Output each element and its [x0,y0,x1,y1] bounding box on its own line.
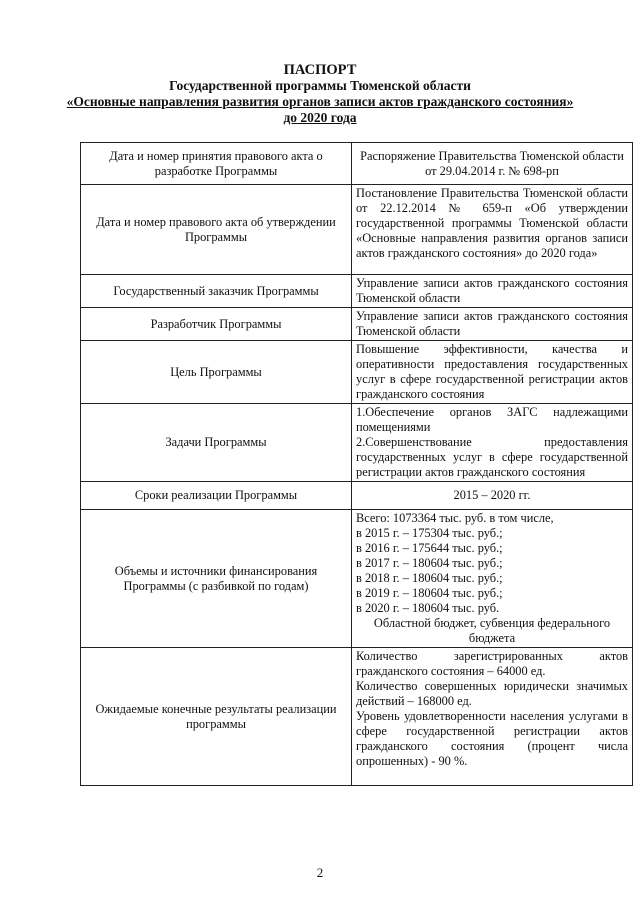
financing-total: Всего: 1073364 тыс. руб. в том числе, [356,511,554,525]
row-label: Сроки реализации Программы [81,482,352,510]
table-row [81,404,633,482]
page-number: 2 [316,865,324,880]
table-row [81,143,633,185]
table-row [81,648,633,786]
table-row [81,510,633,648]
row-label: Дата и номер принятия правового акта о разработке Программы [81,143,352,185]
financing-year: в 2015 г. – 175304 тыс. руб.; [356,526,503,540]
row-value-results [352,648,633,786]
row-label: Государственный заказчик Программы [81,275,352,308]
financing-year: в 2017 г. – 180604 тыс. руб.; [356,556,503,570]
table-row [81,482,633,510]
document-title-block [0,62,640,126]
financing-source: Областной бюджет, субвенция федерального бюджета [373,616,611,645]
row-value-financing [352,510,633,648]
task-item: 1.Обеспечение органов ЗАГС надлежащими помещениями [356,405,628,434]
document-title: ПАСПОРТ [283,62,357,78]
row-label: Объемы и источники финансирования Программы (с разбивкой по годам) [81,510,352,648]
row-label: Разработчик Программы [81,308,352,341]
table-row [81,341,633,404]
row-value: Повышение эффективности, качества и оперативности предоставления государственных услуг в сфере государственной регистрации актов гражданского состояния [352,341,633,404]
row-value: Распоряжение Правительства Тюменской области от 29.04.2014 г. № 698-рп [352,143,633,185]
program-subtitle-line: «Основные направления развития органов записи актов гражданского состояния» [66,94,574,109]
table-row [81,185,633,275]
row-value: Постановление Правительства Тюменской области от 22.12.2014 № 659-п «Об утверждении государственной программы Тюменской области «Основные направления развития органов записи актов гражданского состояния» до 2020 года» [352,185,633,275]
table-row [81,275,633,308]
table-row [81,308,633,341]
financing-year: в 2016 г. – 175644 тыс. руб.; [356,541,503,555]
result-item: Количество зарегистрированных актов гражданского состояния – 64000 ед. [356,649,628,678]
program-name-line: Государственной программы Тюменской области [169,78,471,93]
row-label: Задачи Программы [81,404,352,482]
program-term-line: до 2020 года [283,110,357,125]
row-value: Управление записи актов гражданского состояния Тюменской области [352,275,633,308]
financing-year: в 2018 г. – 180604 тыс. руб.; [356,571,503,585]
row-value-tasks [352,404,633,482]
result-item: Количество совершенных юридически значимых действий – 168000 ед. [356,679,628,708]
result-item: Уровень удовлетворенности населения услугами в сфере государственной регистрации актов гражданского состояния (процент числа опрошенных) - 90 %. [356,709,628,768]
row-value: 2015 – 2020 гг. [352,482,633,510]
passport-table [80,142,633,786]
row-label: Дата и номер правового акта об утверждении Программы [81,185,352,275]
financing-year: в 2019 г. – 180604 тыс. руб.; [356,586,503,600]
row-label: Ожидаемые конечные результаты реализации программы [81,648,352,786]
financing-year: в 2020 г. – 180604 тыс. руб. [356,601,500,615]
task-item: 2.Совершенствование предоставления государственных услуг в сфере государственной регистрации актов гражданского состояния [356,435,628,479]
row-label: Цель Программы [81,341,352,404]
row-value: Управление записи актов гражданского состояния Тюменской области [352,308,633,341]
